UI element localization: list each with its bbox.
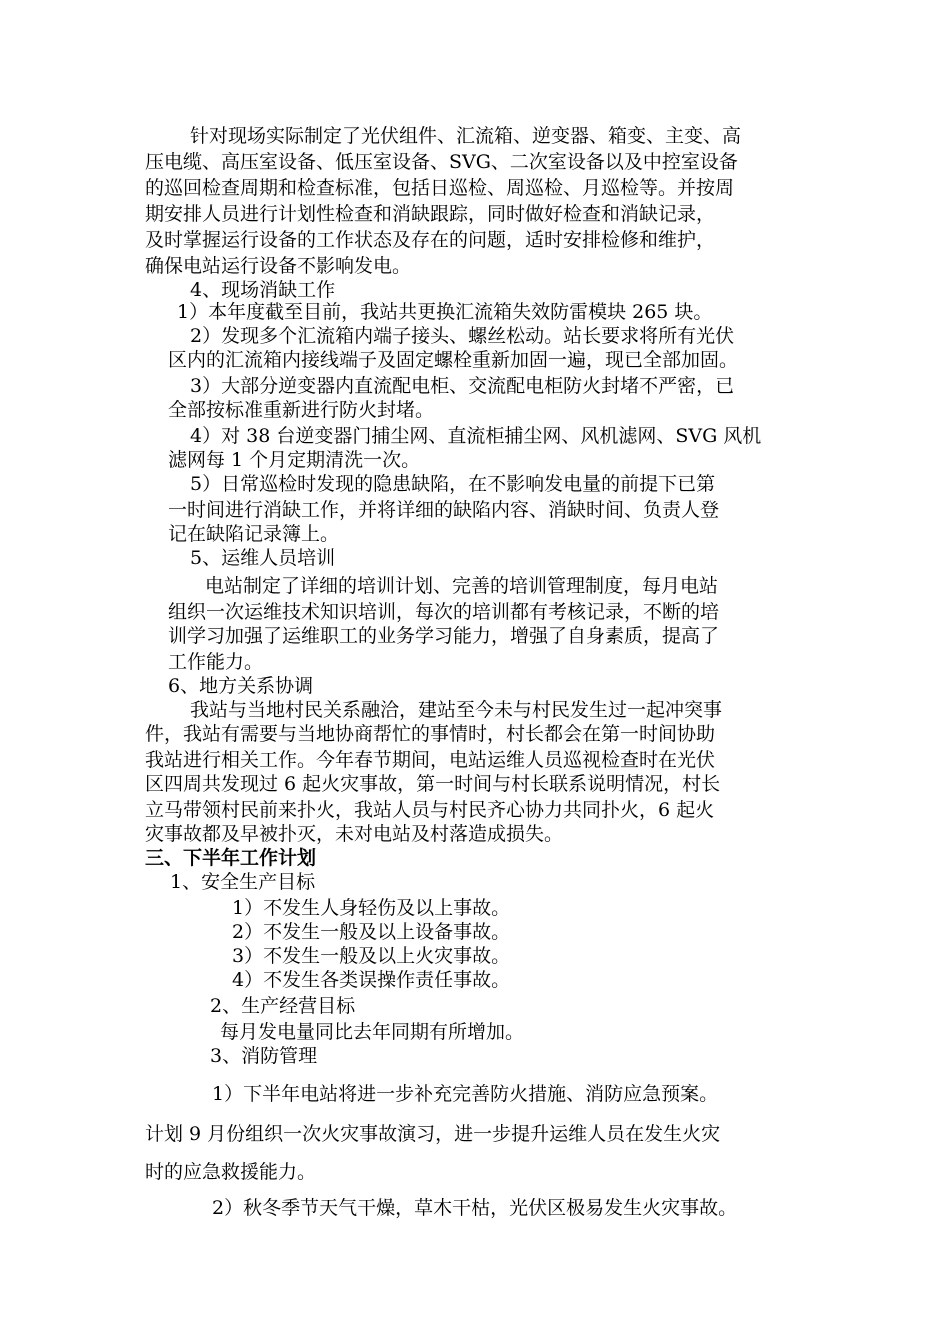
chapter-heading: 三、下半年工作计划 (145, 847, 317, 869)
paragraph-line: 时的应急救援能力。 (145, 1161, 317, 1183)
list-item: 1）不发生人身轻伤及以上事故。 (232, 897, 511, 919)
paragraph-line: 全部按标准重新进行防火封堵。 (168, 399, 435, 421)
paragraph-line: 区内的汇流箱内接线端子及固定螺栓重新加固一遍，现已全部加固。 (168, 349, 739, 371)
list-item: 3）不发生一般及以上火灾事故。 (232, 945, 511, 967)
section-heading: 4、现场消缺工作 (190, 279, 336, 301)
paragraph-line: 压电缆、高压室设备、低压室设备、SVG、二次室设备以及中控室设备 (145, 151, 738, 173)
list-item: 3）大部分逆变器内直流配电柜、交流配电柜防火封堵不严密，已 (190, 375, 735, 397)
list-item: 1）下半年电站将进一步补充完善防火措施、消防应急预案。 (212, 1083, 719, 1105)
paragraph-line: 针对现场实际制定了光伏组件、汇流箱、逆变器、箱变、主变、高 (190, 125, 742, 147)
list-item: 2）不发生一般及以上设备事故。 (232, 921, 511, 943)
paragraph-line: 期安排人员进行计划性检查和消缺跟踪，同时做好检查和消缺记录， (145, 203, 716, 225)
section-heading: 3、消防管理 (210, 1045, 318, 1067)
list-item: 2）发现多个汇流箱内端子接头、螺丝松动。站长要求将所有光伏 (190, 325, 735, 347)
section-heading: 5、运维人员培训 (190, 547, 336, 569)
paragraph-line: 件，我站有需要与当地协商帮忙的事情时，村长都会在第一时间协助 (145, 723, 716, 745)
paragraph-line: 灾事故都及早被扑灭，未对电站及村落造成损失。 (145, 823, 564, 845)
paragraph-line: 记在缺陷记录簿上。 (168, 523, 340, 545)
list-item: 4）对 38 台逆变器门捕尘网、直流柜捕尘网、风机滤网、SVG 风机 (190, 425, 762, 447)
paragraph-line: 滤网每 1 个月定期清洗一次。 (168, 449, 421, 471)
paragraph-line: 确保电站运行设备不影响发电。 (145, 255, 412, 277)
paragraph-line: 及时掌握运行设备的工作状态及存在的问题，适时安排检修和维护， (145, 229, 716, 251)
paragraph-line: 立马带领村民前来扑火，我站人员与村民齐心协力共同扑火，6 起火 (145, 799, 715, 821)
paragraph-line: 工作能力。 (168, 651, 264, 673)
list-item: 4）不发生各类误操作责任事故。 (232, 969, 511, 991)
paragraph-line: 组织一次运维技术知识培训，每次的培训都有考核记录，不断的培 (168, 601, 720, 623)
list-item: 5）日常巡检时发现的隐患缺陷，在不影响发电量的前提下已第 (190, 473, 716, 495)
paragraph-line: 电站制定了详细的培训计划、完善的培训管理制度，每月电站 (205, 575, 719, 597)
section-heading: 1、安全生产目标 (170, 871, 316, 893)
section-heading: 6、地方关系协调 (168, 675, 314, 697)
section-heading: 2、生产经营目标 (210, 995, 356, 1017)
paragraph-line: 我站与当地村民关系融洽，建站至今未与村民发生过一起冲突事 (190, 699, 723, 721)
paragraph-line: 计划 9 月份组织一次火灾事故演习，进一步提升运维人员在发生火灾 (145, 1123, 721, 1145)
paragraph-line: 区四周共发现过 6 起火灾事故，第一时间与村长联系说明情况，村长 (145, 773, 721, 795)
list-item: 1）本年度截至目前，我站共更换汇流箱失效防雷模块 265 块。 (177, 301, 713, 323)
paragraph-line: 的巡回检查周期和检查标准，包括日巡检、周巡检、月巡检等。并按周 (145, 177, 735, 199)
paragraph-line: 训学习加强了运维职工的业务学习能力，增强了自身素质，提高了 (168, 625, 720, 647)
paragraph-line: 我站进行相关工作。今年春节期间，电站运维人员巡视检查时在光伏 (145, 749, 716, 771)
paragraph-line: 一时间进行消缺工作，并将详细的缺陷内容、消缺时间、负责人登 (168, 499, 720, 521)
paragraph-line: 每月发电量同比去年同期有所增加。 (220, 1021, 525, 1043)
list-item: 2）秋冬季节天气干燥，草木干枯，光伏区极易发生火灾事故。 (212, 1197, 738, 1219)
